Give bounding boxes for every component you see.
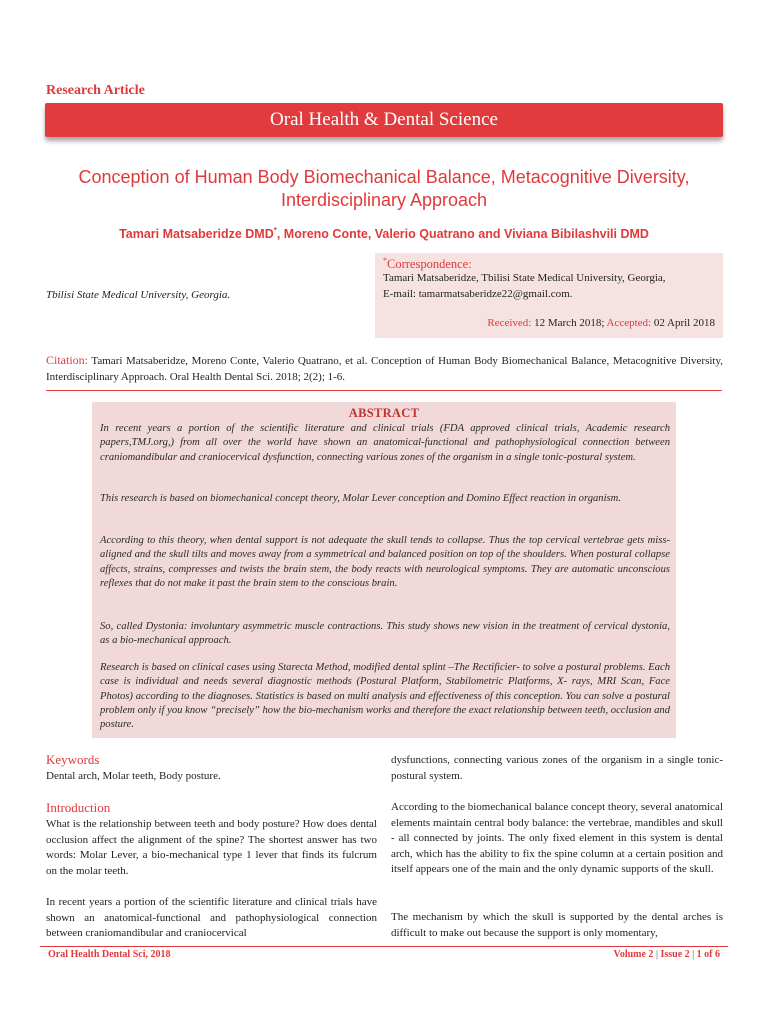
footer-issue: Issue 2 [660, 949, 690, 960]
abstract-box [92, 402, 676, 738]
article-type-label: Research Article [46, 83, 145, 98]
accepted-label: Accepted: [606, 317, 652, 329]
keywords-heading: Keywords [46, 752, 100, 767]
right-paragraph-1: dysfunctions, connecting various zones of the organism in a single tonic-postural system. [391, 754, 723, 782]
footer-volume: Volume 2 [613, 949, 654, 960]
other-authors: , Moreno Conte, Valerio Quatrano and Viviana Bibilashvili DMD [276, 227, 649, 242]
received-accepted-dates [375, 317, 715, 329]
author-list [40, 226, 728, 241]
corresponding-mark: * [273, 226, 277, 235]
accepted-date: 02 April 2018 [653, 317, 715, 329]
journal-title: Oral Health & Dental Science [270, 109, 498, 130]
affiliation: Tbilisi State Medical University, Georgia. [46, 289, 231, 301]
journal-banner [45, 103, 723, 137]
received-date: 12 March 2018; [534, 317, 605, 329]
introduction-heading: Introduction [46, 800, 111, 815]
introduction-paragraph-1: What is the relationship between teeth and body posture? How does dental occlusion affect the alignment of the spine? The shortest answer has two words: Molar Lever, a bio-mechanical type 1 lever that finds its fulcrum on the molar teeth. [46, 818, 377, 877]
footer-volume-info [614, 949, 720, 960]
citation-text: Tamari Matsaberidze, Moreno Conte, Valerio Quatrano, et al. Conception of Human Body Biomechanical Balance, Metacognitive Diversity, Interdisciplinary Approach. Oral Health Dental Sci. 2018; 2(2); 1-6. [46, 355, 723, 383]
abstract-heading: ABSTRACT [348, 406, 420, 420]
citation-label: Citation: [46, 353, 88, 367]
abstract-paragraph-5: Research is based on clinical cases using Starecta Method, modified dental splint –The Rectificier- to solve a postural problems. Each case is individual and needs several diagnostic methods (Postural Platform, Stabilometric Platforms, X- rays, MRI Scan, Face Photos) according to the diagnoses. Statistics is based on multi analysis and effectiveness of this conception. You can solve a postural problem only if you know “precisely” how the bio-mechanism works and therefore the exact relationship between teeth, occlusion and posture. [100, 662, 670, 731]
correspondence-address: Tamari Matsaberidze, Tbilisi State Medical University, Georgia, [383, 272, 666, 284]
keywords-text: Dental arch, Molar teeth, Body posture. [46, 770, 221, 782]
abstract-paragraph-1: In recent years a portion of the scientific literature and clinical trials (FDA approved clinical trials, Academic research papers,TMJ.org,) from all over the world have shown an anatomical-functional and pathophysiological connection between craniomandibular and craniocervical dysfunction, connecting various zones of the organism in a single tonic-postural system. [100, 423, 670, 463]
footer-pages: 1 of 6 [696, 949, 720, 960]
citation [46, 352, 723, 385]
right-paragraph-3: The mechanism by which the skull is supported by the dental arches is difficult to make out because the support is only momentary, [391, 911, 723, 939]
abstract-paragraph-3: According to this theory, when dental support is not adequate the skull tends to collapse. Thus the top cervical vertebrae gets miss-aligned and the skull tilts and moves away from a symmetrical and balanced position on top of the shoulders. When postural collapse affects, strains, compresses and twists the brain stem, the body reacts with neurological symptoms. They are automatic unconscious reflexes that do not make it past the brain stem to the conscious brain. [100, 535, 670, 589]
received-label: Received: [487, 317, 532, 329]
footer-separator: | [655, 949, 658, 960]
correspondence-box [375, 253, 723, 338]
divider-line [46, 390, 722, 391]
abstract-paragraph-2: This research is based on biomechanical concept theory, Molar Lever conception and Domino Effect reaction in organism. [100, 493, 621, 504]
introduction-paragraph-2: In recent years a portion of the scientific literature and clinical trials have shown an anatomical-functional and pathophysiological connection between craniomandibular and craniocervical [46, 896, 377, 939]
footer-separator: | [692, 949, 695, 960]
footer-divider [40, 946, 728, 947]
correspondence-heading: *Correspondence: [383, 256, 472, 272]
abstract-paragraph-4: So, called Dystonia: involuntary asymmetric muscle contractions. This study shows new vision in the treatment of cervical dystonia, as a bio-mechanical approach. [100, 621, 670, 647]
footer-journal: Oral Health Dental Sci, 2018 [48, 949, 171, 960]
correspondence-email[interactable]: E-mail: tamarmatsaberidze22@gmail.com. [383, 288, 573, 300]
first-author: Tamari Matsaberidze DMD [119, 227, 274, 242]
paper-title: Conception of Human Body Biomechanical Balance, Metacognitive Diversity, Interdisciplinary Approach [78, 167, 690, 210]
right-paragraph-2: According to the biomechanical balance concept theory, several anatomical elements maintain central body balance: the vertebrae, mandibles and skull - all connected by joints. The only fixed element in this system is dental arch, which has the ability to fix the spine column at a certain position and itself appears one of the main and the only dynamic supports of the skull. [391, 801, 723, 875]
